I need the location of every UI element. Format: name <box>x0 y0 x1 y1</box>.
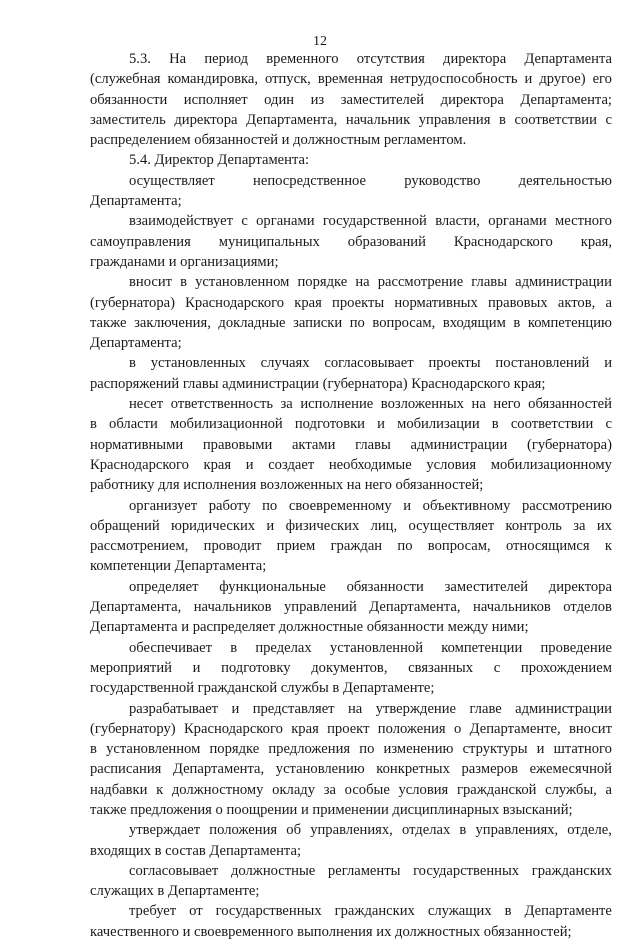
text-line: надбавки к должностному окладу за особые условия гражданской службы, а <box>90 781 612 798</box>
text-line: также предложения о поощрении и применении дисциплинарных взысканий; <box>90 801 573 818</box>
text-line: согласовывает должностные регламенты государственных гражданских <box>129 862 612 879</box>
document-body <box>90 49 612 942</box>
text-line: Департамента; <box>90 335 182 352</box>
paragraph <box>90 496 612 577</box>
paragraph <box>90 638 612 699</box>
text-line: нормативными правовыми актами главы администрации (губернатора) <box>90 436 612 453</box>
text-line: требует от государственных гражданских служащих в Департаменте <box>129 903 612 920</box>
paragraph <box>90 861 612 902</box>
text-line: мероприятий и подготовку документов, связанных с прохождением <box>90 659 612 676</box>
text-line: заместитель директора Департамента, начальник управления в соответствии с <box>90 111 612 128</box>
paragraph <box>90 171 612 212</box>
text-line: определяет функциональные обязанности заместителей директора <box>129 578 612 595</box>
text-line: распоряжений главы администрации (губернатора) Краснодарского края; <box>90 375 546 392</box>
paragraph <box>90 820 612 861</box>
text-line: Краснодарского края и создает необходимые условия мобилизационному <box>90 456 612 473</box>
text-line: Департамента; <box>90 193 182 210</box>
text-line: рассмотрением, проводит прием граждан по вопросам, относящимся к <box>90 538 612 555</box>
paragraph <box>90 272 612 353</box>
text-line: в установленных случаях согласовывает проекты постановлений и <box>129 355 612 372</box>
text-line: 5.4. Директор Департамента: <box>129 152 310 169</box>
text-line: вносит в установленном порядке на рассмотрение главы администрации <box>129 274 612 291</box>
text-line: обращений юридических и физических лиц, осуществляет контроль за их <box>90 517 612 534</box>
text-line: распределением обязанностей и должностным регламентом. <box>90 132 467 149</box>
text-line: расписания Департамента, установлению конкретных размеров ежемесячной <box>90 761 612 778</box>
paragraph <box>90 150 612 170</box>
text-line: (губернатору) Краснодарского края проект положения о Департаменте, вносит <box>90 720 612 737</box>
text-line: гражданами и организациями; <box>90 253 279 270</box>
text-line: Департамента и распределяет должностные обязанности между ними; <box>90 619 529 636</box>
text-line: утверждает положения об управлениях, отделах в управлениях, отделе, <box>129 822 612 839</box>
text-line: 5.3. На период временного отсутствия директора Департамента <box>129 51 612 67</box>
text-line: обеспечивает в пределах установленной компетенции проведение <box>129 639 612 656</box>
paragraph <box>90 901 612 942</box>
text-line: в установленном порядке предложения по изменению структуры и штатного <box>90 741 612 758</box>
text-line: качественного и своевременного выполнения их должностных обязанностей; <box>90 923 572 940</box>
paragraph <box>90 49 612 150</box>
text-line: разрабатывает и представляет на утверждение главе администрации <box>129 700 612 717</box>
paragraph <box>90 211 612 272</box>
text-line: работнику для исполнения возложенных на него обязанностей; <box>90 477 484 494</box>
text-line: государственной гражданской службы в Департаменте; <box>90 680 435 697</box>
paragraph <box>90 577 612 638</box>
text-line: самоуправления муниципальных образований Краснодарского края, <box>90 233 612 250</box>
text-line: несет ответственность за исполнение возложенных на него обязанностей <box>129 396 612 413</box>
text-line: (служебная командировка, отпуск, временная нетрудоспособность и другое) его <box>90 71 612 88</box>
text-line: служащих в Департаменте; <box>90 883 260 900</box>
text-line: компетенции Департамента; <box>90 558 267 575</box>
text-line: организует работу по своевременному и объективному рассмотрению <box>129 497 612 514</box>
paragraph <box>90 353 612 394</box>
paragraph <box>90 394 612 495</box>
paragraph <box>90 699 612 821</box>
text-line: входящих в состав Департамента; <box>90 842 302 859</box>
text-line: (губернатора) Краснодарского края проекты нормативных правовых актов, а <box>90 294 612 311</box>
text-line: Департамента, начальников управлений Департамента, начальников отделов <box>90 599 612 616</box>
text-line: взаимодействует с органами государственной власти, органами местного <box>129 213 612 230</box>
text-line: в области мобилизационной подготовки и мобилизации в соответствии с <box>90 416 612 433</box>
text-line: осуществляет непосредственное руководство деятельностью <box>129 172 612 189</box>
text-line: обязанности исполняет один из заместителей директора Департамента; <box>90 91 612 108</box>
text-line: также заключения, докладные записки по вопросам, входящим в компетенцию <box>90 314 612 331</box>
page-number: 12 <box>313 34 327 49</box>
